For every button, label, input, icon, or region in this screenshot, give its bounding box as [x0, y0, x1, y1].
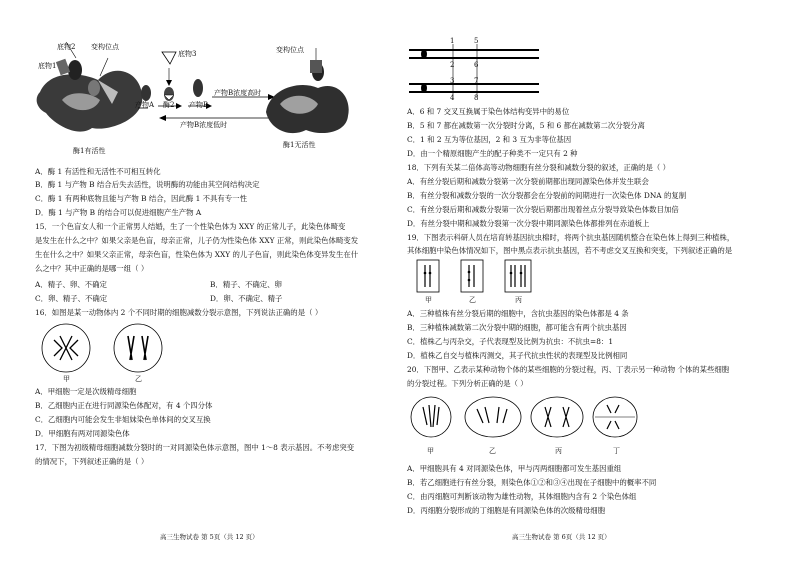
q20-cell-label-yi: 乙	[489, 447, 496, 455]
q19-option-c: C．植株乙与丙杂交，子代表现型及比例为抗虫：不抗虫=8：1	[407, 337, 614, 346]
fig-label-substrate3: 底物3	[178, 50, 197, 58]
fig-label-enzyme1-active: 酶1有活性	[73, 147, 106, 155]
gene-label-8: 8	[474, 94, 479, 102]
q20-stem-line1: 20．下图甲、乙表示某种动物个体的某些细胞的分裂过程，丙、丁表示另一种动物 个体的某些细胞	[407, 365, 730, 374]
fig-label-allosteric-site-2: 变构位点	[276, 46, 304, 54]
gene-label-3: 3	[450, 77, 455, 85]
q18-option-b: B．有丝分裂和减数分裂的一次分裂都会在分裂前的间期进行一次染色体 DNA 的复制	[407, 191, 687, 200]
q17-option-d: D．由一个精原细胞产生的配子种类不一定只有 2 种	[407, 149, 578, 158]
gene-label-1: 1	[450, 37, 455, 45]
q15-stem-line1: 15．一个色盲女人和一个正常男人结婚，生了一个性染色体为 XXY 的正常儿子，此染色体畸变	[35, 222, 346, 231]
q17-stem-line2: 的情况下，下列叙述正确的是（ ）	[35, 457, 149, 466]
right-footer: 高三生物试卷 第 6页（共 12 页）	[512, 533, 611, 541]
q20-cell-label-bing: 丙	[555, 447, 562, 455]
q15-stem-line2: 是发生在什么之中？如果父亲是色盲，母亲正常，儿子仍为性染色体 XXY 正常，则此染色体畸变发	[35, 236, 359, 245]
fig-label-enzyme1-inactive: 酶1无活性	[283, 141, 316, 149]
q14-option-d: D．酶 1 与产物 B 的结合可以促进细胞产生产物 A	[35, 208, 202, 217]
q18-option-d: D．有丝分裂中期和减数分裂第一次分裂中期同源染色体都排列在赤道板上	[407, 219, 650, 228]
q18-stem: 18．下列有关某二倍体高等动物细胞有丝分裂和减数分裂的叙述，正确的是（ ）	[407, 163, 671, 172]
enzyme-diagram-graphic	[0, 0, 397, 160]
q15-stem-line3: 生在什么之中？如果父亲正常，母亲色盲，性染色体为 XXY 的儿子色盲，则此染色体变异发生在什	[35, 250, 359, 259]
q20-stem-line2: 的分裂过程。下列分析正确的是（ ）	[407, 379, 528, 388]
fig-label-allosteric-site: 变构位点	[91, 43, 119, 51]
q19-option-d: D．植株乙自交与植株丙测交，其子代抗虫性状的表现型及比例相同	[407, 351, 628, 360]
q20-option-d: D．丙细胞分裂形成的丁细胞是有同源染色体的次级精母细胞	[407, 506, 606, 515]
q19-cell-label-yi: 乙	[469, 296, 476, 304]
q16-cell-label-jia: 甲	[63, 375, 70, 383]
q19-plant-cells	[417, 260, 537, 296]
q17-option-a: A．6 和 7 交叉互换属于染色体结构变异中的易位	[407, 107, 570, 116]
q15-option-b: B．精子、不确定、卵	[210, 280, 282, 289]
q18-option-c: C．有丝分裂后期和减数分裂第一次分裂后期都出现着丝点分裂导致染色体数目加倍	[407, 205, 679, 214]
fig-label-high-b: 产物B浓度高时	[214, 89, 262, 97]
fig-label-substrate2: 底物2	[57, 43, 76, 51]
fig-label-product-b: 产物B	[189, 101, 209, 109]
q17-stem-line1: 17．下图为初级精母细胞减数分裂时的一对同源染色体示意图，图中 1～8 表示基因。不考虑突变	[35, 443, 355, 452]
q16-option-d: D．甲细胞有两对同源染色体	[35, 429, 130, 438]
q20-option-c: C．由丙细胞可判断该动物为雄性动物，其体细胞内含有 2 个染色体组	[407, 492, 637, 501]
gene-label-7: 7	[474, 77, 479, 85]
q17-option-c: C．1 和 2 互为等位基因，2 和 3 互为非等位基因	[407, 135, 572, 144]
q15-stem-line4: 么之中？其中正确的是哪一组（ ）	[35, 264, 149, 273]
q19-cell-label-jia: 甲	[425, 296, 432, 304]
gene-label-4: 4	[450, 94, 455, 102]
fig-label-enzyme2: 酶2	[163, 101, 175, 109]
q16-cell-figure	[40, 322, 190, 374]
q20-cell-label-jia: 甲	[427, 447, 434, 455]
q19-stem-line1: 19．下图表示科研人员在培育转基因抗虫棉时，将两个抗虫基因随机整合在染色体上得到三种植株，	[407, 233, 735, 242]
fig-label-product-a: 产物A	[135, 101, 155, 109]
q18-option-a: A．有丝分裂后期和减数分裂第一次分裂前期都出现同源染色体并发生联会	[407, 177, 649, 186]
q19-option-a: A．三种植株有丝分裂后期的细胞中，含抗虫基因的染色体都是 4 条	[407, 309, 629, 318]
q15-option-c: C．卵、精子、不确定	[35, 294, 108, 303]
q20-option-b: B．若乙细胞进行有丝分裂，则染色体①②和③④出现在子细胞中的概率不同	[407, 478, 657, 487]
right-page	[397, 0, 794, 561]
q14-option-c: C．酶 1 有两种底物且能与产物 B 结合，因此酶 1 不具有专一性	[35, 194, 247, 203]
q16-option-c: C．乙细胞内可能会发生非姐妹染色单体间的交叉互换	[35, 415, 211, 424]
q14-option-a: A．酶 1 有活性和无活性不可相互转化	[35, 167, 161, 176]
q20-cell-label-ding: 丁	[613, 447, 620, 455]
q17-option-b: B．5 和 7 都在减数第一次分裂时分离，5 和 6 都在减数第二次分裂分离	[407, 121, 645, 130]
q16-option-a: A．甲细胞一定是次级精母细胞	[35, 387, 137, 396]
q14-option-b: B．酶 1 与产物 B 结合后失去活性，说明酶的功能由其空间结构决定	[35, 180, 260, 189]
q17-chromosome-figure	[409, 40, 549, 102]
q16-stem: 16．如图是某一动物体内 2 个不同时期的细胞减数分裂示意图，下列说法正确的是（ ）	[35, 308, 323, 317]
q16-option-b: B．乙细胞内正在进行同源染色体配对，有 4 个四分体	[35, 401, 213, 410]
gene-label-5: 5	[474, 37, 479, 45]
q19-option-b: B．三种植株减数第二次分裂中期的细胞，都可能含有两个抗虫基因	[407, 323, 627, 332]
gene-label-6: 6	[474, 61, 479, 69]
q15-option-a: A．精子、卵、不确定	[35, 280, 107, 289]
q19-stem-line2: 其体细胞中染色体情况如下，图中黑点表示抗虫基因，若不考虑交叉互换和突变，下列叙述正确的是	[407, 246, 733, 255]
fig-label-low-b: 产物B浓度低时	[180, 121, 228, 129]
q20-cell-figure	[411, 393, 641, 445]
q16-cell-label-yi: 乙	[135, 375, 142, 383]
fig-label-substrate1: 底物1	[38, 62, 57, 70]
gene-label-2: 2	[450, 61, 455, 69]
left-footer: 高三生物试卷 第 5页（共 12 页）	[160, 533, 259, 541]
q20-option-a: A．甲细胞具有 4 对同源染色体，甲与丙两细胞都可发生基因重组	[407, 464, 622, 473]
q19-cell-label-bing: 丙	[515, 296, 522, 304]
q15-option-d: D．卵、不确定、精子	[210, 294, 283, 303]
